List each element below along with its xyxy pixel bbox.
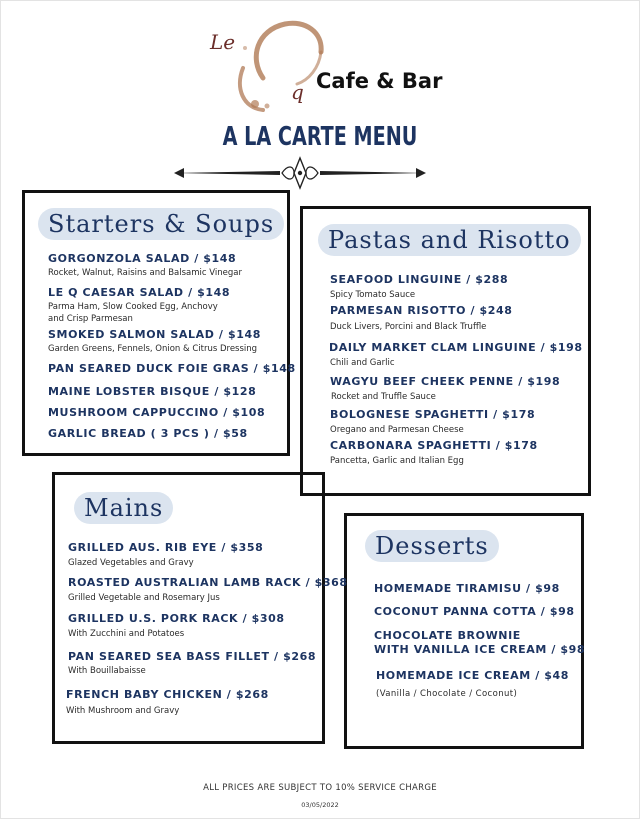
brand-name: Cafe & Bar [316, 69, 443, 93]
menu-item: WAGYU BEEF CHEEK PENNE / $198 [330, 375, 561, 388]
item-description: Chili and Garlic [330, 358, 395, 368]
item-description: Garden Greens, Fennels, Onion & Citrus Dressing [48, 344, 258, 354]
item-description: Rocket and Truffle Sauce [331, 392, 436, 402]
menu-title: A LA CARTE MENU [222, 122, 418, 152]
item-description: Glazed Vegetables and Gravy [68, 558, 194, 568]
mains-heading: Mains [74, 492, 173, 524]
item-description: With Mushroom and Gravy [66, 706, 180, 716]
menu-item: CHOCOLATE BROWNIE [374, 629, 521, 642]
menu-item: PAN SEARED SEA BASS FILLET / $268 [68, 650, 317, 663]
menu-item: GARLIC BREAD ( 3 PCS ) / $58 [48, 427, 248, 440]
menu-item: SEAFOOD LINGUINE / $288 [330, 273, 509, 286]
menu-item: FRENCH BABY CHICKEN / $268 [66, 688, 269, 701]
menu-item: GRILLED U.S. PORK RACK / $308 [68, 612, 285, 625]
menu-item: DAILY MARKET CLAM LINGUINE / $198 [329, 341, 583, 354]
item-description: Spicy Tomato Sauce [330, 290, 416, 300]
menu-item: WITH VANILLA ICE CREAM / $98 [374, 643, 586, 656]
item-description: (Vanilla / Chocolate / Coconut) [376, 689, 518, 699]
pastas-heading: Pastas and Risotto [318, 224, 581, 256]
logo-q: q [291, 80, 304, 104]
menu-item: HOMEMADE TIRAMISU / $98 [374, 582, 560, 595]
menu-item: MAINE LOBSTER BISQUE / $128 [48, 385, 257, 398]
menu-item: PARMESAN RISOTTO / $248 [330, 304, 513, 317]
menu-item: COCONUT PANNA COTTA / $98 [374, 605, 575, 618]
menu-item: ROASTED AUSTRALIAN LAMB RACK / $368 [68, 576, 348, 589]
service-charge-note: ALL PRICES ARE SUBJECT TO 10% SERVICE CHARGE [203, 783, 437, 793]
item-description: Parma Ham, Slow Cooked Egg, Anchovy [48, 302, 218, 312]
item-description: With Bouillabaisse [68, 666, 146, 676]
menu-item: MUSHROOM CAPPUCCINO / $108 [48, 406, 266, 419]
menu-item: GORGONZOLA SALAD / $148 [48, 252, 237, 265]
item-description: Grilled Vegetable and Rosemary Jus [68, 593, 220, 603]
item-description: Rocket, Walnut, Raisins and Balsamic Vinegar [48, 268, 242, 278]
menu-item: CARBONARA SPAGHETTI / $178 [330, 439, 538, 452]
menu-item: HOMEMADE ICE CREAM / $48 [376, 669, 570, 682]
desserts-heading: Desserts [365, 530, 499, 562]
menu-date: 03/05/2022 [301, 801, 339, 809]
item-description: Pancetta, Garlic and Italian Egg [330, 456, 464, 466]
ornament-divider-icon [170, 156, 430, 190]
menu-item: LE Q CAESAR SALAD / $148 [48, 286, 231, 299]
starters-heading: Starters & Soups [38, 208, 284, 240]
menu-item: PAN SEARED DUCK FOIE GRAS / $148 [48, 362, 296, 375]
item-description: Oregano and Parmesan Cheese [330, 425, 464, 435]
item-description: With Zucchini and Potatoes [68, 629, 185, 639]
menu-item: GRILLED AUS. RIB EYE / $358 [68, 541, 264, 554]
item-description: Duck Livers, Porcini and Black Truffle [330, 322, 487, 332]
menu-item: BOLOGNESE SPAGHETTI / $178 [330, 408, 536, 421]
menu-item: SMOKED SALMON SALAD / $148 [48, 328, 261, 341]
logo-le: Le [210, 30, 236, 54]
item-description: and Crisp Parmesan [48, 314, 133, 324]
